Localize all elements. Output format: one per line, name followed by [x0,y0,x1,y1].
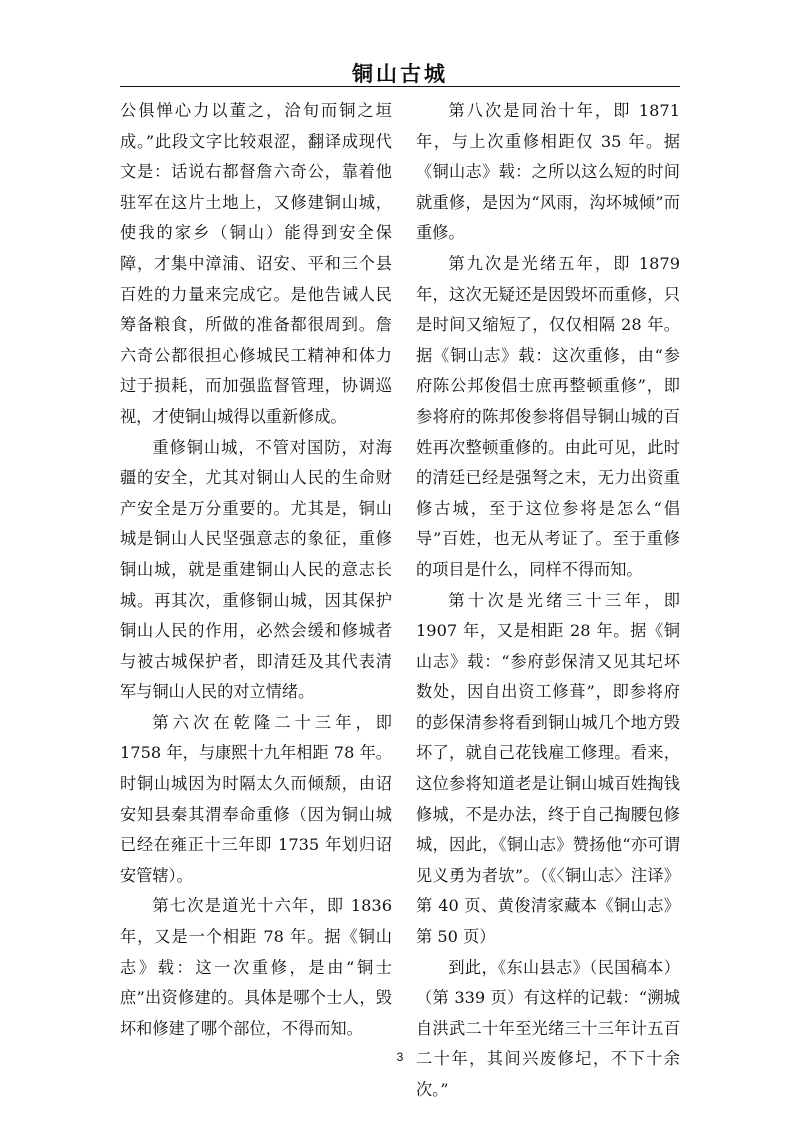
paragraph: 第七次是道光十六年，即 1836 年，又是一个相距 78 年。据《铜山志》载：这一次重修，是由“铜士庶”出资修建的。具体是哪个士人，毁坏和修建了哪个部位，不得而知。 [120,896,392,1038]
right-column [416,96,680,1106]
page-title: 铜山古城 [352,61,448,86]
paragraph: 重修铜山城，不管对国防，对海疆的安全，尤其对铜山人民的生命财产安全是万分重要的。尤其是，铜山城是铜山人民坚强意志的象征，重修铜山城，就是重建铜山人民的意志长城。再其次，重修铜山城，因其保护铜山人民的作用，必然会缓和修城者与被古城保护者，即清廷及其代表清军与铜山人民的对立情绪。 [120,437,392,702]
page-number: 3 [396,1050,404,1064]
paragraph: 到此，《东山县志》（民国稿本）（第 339 页）有这样的记载：“溯城自洪武二十年至光绪三十三年计五百二十年，其间兴废修圮，不下十余次。” [416,957,680,1099]
paragraph: 第九次是光绪五年，即 1879 年，这次无疑还是因毁坏而重修，只是时间又缩短了，仅仅相隔 28 年。据《铜山志》载：这次重修，由“参府陈公邦俊倡士庶再整顿重修”，即参将府的陈邦俊参将倡导铜山城的百姓再次整顿重修的。由此可见，此时的清廷已经是强弩之末，无力出资重修古城，至于这位参将是怎么“倡导”百姓，也无从考证了。至于重修的项目是什么，同样不得而知。 [416,253,680,579]
paragraph: 第六次在乾隆二十三年，即 1758 年，与康熙十九年相距 78 年。时铜山城因为时隔太久而倾颓，由诏安知县秦其渭奉命重修（因为铜山城已经在雍正十三年即 1735 年划归诏安管辖）。 [120,712,392,885]
left-column [120,96,392,1044]
paragraph: 公俱惮心力以董之，洽旬而铜之垣成。”此段文字比较艰涩，翻译成现代文是：话说右都督詹六奇公，靠着他驻军在这片土地上，又修建铜山城，使我的家乡（铜山）能得到安全保障，才集中漳浦、诏安、平和三个县百姓的力量来完成它。是他告诫人民筹备粮食，所做的准备都很周到。詹六奇公都很担心修城民工精神和体力过于损耗，而加强监督管理，协调巡视，才使铜山城得以重新修成。 [120,101,392,426]
paragraph: 第十次是光绪三十三年，即 1907 年，又是相距 28 年。据《铜山志》载：“参府彭保清又见其圮坏数处，因自出资工修葺”，即参将府的彭保清参将看到铜山城几个地方毁坏了，就自己花钱雇工修理。看来，这位参将知道老是让铜山城百姓掏钱修城，不是办法，终于自己掏腰包修城，因此，《铜山志》赞扬他“亦可谓见义勇为者欤”。（《〈铜山志〉注译》第 40 页、黄俊清家藏本《铜山志》第 50 页） [416,590,680,947]
header-divider [120,86,680,87]
paragraph: 第八次是同治十年，即 1871 年，与上次重修相距仅 35 年。据《铜山志》载：之所以这么短的时间就重修，是因为“风雨，沟坏城倾”而重修。 [416,101,680,243]
